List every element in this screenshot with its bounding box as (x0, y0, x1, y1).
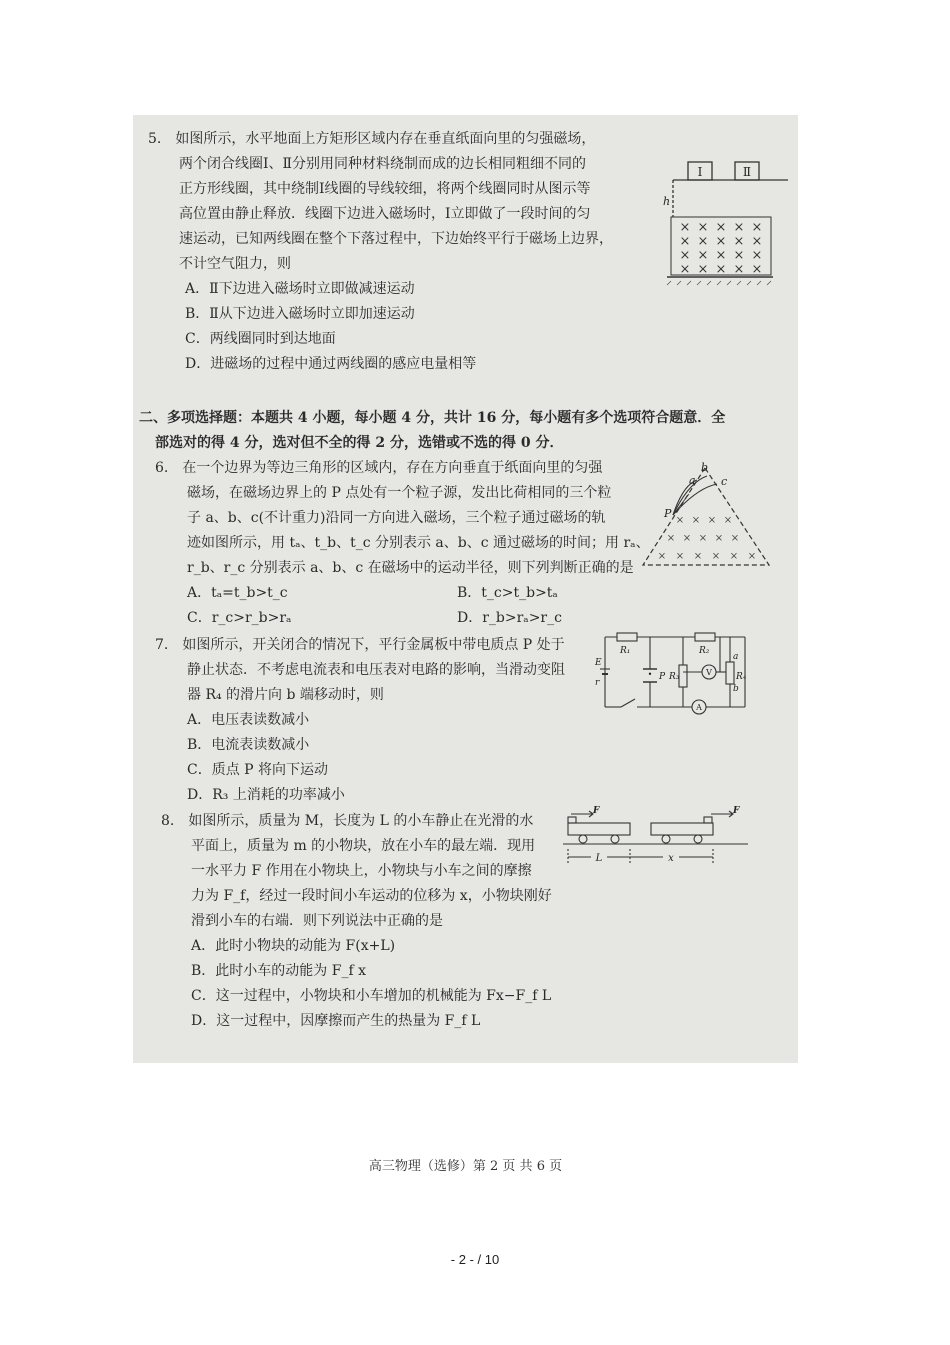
svg-text:×: × (675, 551, 685, 562)
point-p-label: P (659, 672, 666, 682)
q5-line: 不计空气阻力，则 (179, 256, 291, 272)
terminal-a-label: a (733, 652, 739, 662)
q5-line: 速运动，已知两线圈在整个下落过程中，下边始终平行于磁场上边界， (179, 231, 613, 247)
q8-line: 8. 如图所示，质量为 M，长度为 L 的小车静止在光滑的水 (161, 813, 534, 829)
svg-text:×: × (679, 234, 691, 249)
svg-text:×: × (733, 262, 745, 277)
q8-line: 力为 F_f，经过一段时间小车运动的位移为 x，小物块刚好 (191, 888, 552, 904)
q6-option-c: C．r_c>r_b>rₐ (187, 610, 292, 626)
q6-option-b: B．t_c>t_b>tₐ (457, 585, 558, 601)
svg-text:×: × (715, 234, 727, 249)
svg-text:×: × (730, 533, 740, 544)
force-f-label: F (733, 806, 740, 816)
ammeter-icon: A (696, 703, 702, 712)
svg-text:×: × (691, 515, 701, 526)
magnetic-field-marks (680, 220, 763, 277)
q8-option-d: D．这一过程中，因摩擦而产生的热量为 F_f L (191, 1013, 481, 1029)
q8-line: 一水平力 F 作用在小物块上，小物块与小车之间的摩擦 (191, 863, 532, 879)
q7-line: 静止状态．不考虑电流表和电压表对电路的影响，当滑动变阻 (187, 662, 565, 678)
q8-option-a: A．此时小物块的动能为 F(x+L) (191, 938, 396, 954)
coil-1-label: Ⅰ (697, 165, 703, 179)
length-l-label: L (595, 853, 603, 864)
svg-text:×: × (707, 515, 717, 526)
svg-text:×: × (679, 248, 691, 263)
svg-text:×: × (714, 533, 724, 544)
q6-figure (635, 460, 780, 575)
q7-line: 7. 如图所示，开关闭合的情况下，平行金属板中带电质点 P 处于 (155, 637, 565, 653)
svg-text:×: × (675, 515, 685, 526)
svg-text:×: × (729, 551, 739, 562)
q7-option-d: D．R₃ 上消耗的功率减小 (187, 787, 345, 803)
svg-text:×: × (666, 533, 676, 544)
svg-text:×: × (711, 551, 721, 562)
svg-text:×: × (733, 234, 745, 249)
q5-figure (653, 155, 793, 285)
svg-text:×: × (679, 262, 691, 277)
q7-option-a: A．电压表读数减小 (187, 712, 310, 728)
svg-text:×: × (682, 533, 692, 544)
q5-line: 5. 如图所示，水平地面上方矩形区域内存在垂直纸面向里的匀强磁场， (148, 131, 596, 147)
q8-option-b: B．此时小车的动能为 F_f x (191, 963, 366, 979)
coil-2-label: Ⅱ (742, 165, 752, 179)
q5-line: 高位置由静止释放．线圈下边进入磁场时，Ⅰ立即做了一段时间的匀 (179, 206, 591, 222)
r2-label: R₂ (699, 646, 710, 656)
svg-text:×: × (751, 234, 763, 249)
q8-figure (563, 805, 753, 875)
r4-label: R₄ (736, 672, 747, 682)
q6-line: 磁场，在磁场边界上的 P 点处有一个粒子源，发出比荷相同的三个粒 (187, 485, 612, 501)
q6-line: 迹如图所示，用 tₐ、t_b、t_c 分别表示 a、b、c 通过磁场的时间；用 rₐ、 (187, 535, 650, 551)
page-footer: 高三物理（选修）第 2 页 共 6 页 (368, 1159, 563, 1174)
q7-circuit-figure (595, 627, 765, 719)
svg-text:×: × (751, 262, 763, 277)
voltmeter-icon: V (706, 668, 712, 677)
q8-line: 滑到小车的右端．则下列说法中正确的是 (191, 913, 443, 929)
svg-text:×: × (679, 220, 691, 235)
magnetic-field-marks (658, 515, 756, 562)
q8-line: 平面上，质量为 m 的小物块，放在小车的最左端．现用 (191, 838, 536, 854)
svg-text:×: × (751, 248, 763, 263)
q5-line: 正方形线圈，其中绕制Ⅰ线圈的导线较细，将两个线圈同时从图示等 (179, 181, 591, 197)
q5-option-c: C．两线圈同时到达地面 (185, 331, 336, 347)
svg-text:×: × (697, 248, 709, 263)
height-label: h (663, 195, 671, 208)
q6-option-d: D．r_b>rₐ>r_c (457, 610, 562, 626)
svg-text:×: × (715, 220, 727, 235)
point-p-label: P (664, 507, 672, 520)
q6-option-a: A．tₐ=t_b>t_c (187, 585, 288, 601)
scanned-page (133, 115, 798, 1174)
q6-line: 6. 在一个边界为等边三角形的区域内，存在方向垂直于纸面向里的匀强 (155, 460, 603, 476)
section-2-line: 部选对的得 4 分，选对但不全的得 2 分，选错或不选的得 0 分． (155, 435, 564, 451)
svg-text:×: × (697, 262, 709, 277)
q5-option-b: B．Ⅱ从下边进入磁场时立即加速运动 (185, 306, 415, 322)
svg-text:×: × (693, 551, 703, 562)
svg-text:×: × (733, 248, 745, 263)
svg-text:×: × (723, 515, 733, 526)
track-b-label: b (701, 461, 709, 474)
svg-text:×: × (698, 533, 708, 544)
internal-resistance-label: r (595, 678, 600, 688)
q6-line: r_b、r_c 分别表示 a、b、c 在磁场中的运动半径，则下列判断正确的是 (187, 560, 634, 576)
svg-text:×: × (697, 220, 709, 235)
q6-line: 子 a、b、c(不计重力)沿同一方向进入磁场，三个粒子通过磁场的轨 (187, 510, 606, 526)
page-number: - 2 - / 10 (450, 1252, 500, 1267)
section-2-line: 二、多项选择题：本题共 4 小题，每小题 4 分，共计 16 分，每小题有多个选项符合题意．全 (139, 410, 726, 426)
q8-option-c: C．这一过程中，小物块和小车增加的机械能为 Fx−F_f L (191, 988, 552, 1004)
q5-option-a: A．Ⅱ下边进入磁场时立即做减速运动 (185, 281, 415, 297)
svg-text:×: × (715, 248, 727, 263)
r1-label: R₁ (620, 646, 631, 656)
svg-text:×: × (697, 234, 709, 249)
q5-line: 两个闭合线圈Ⅰ、Ⅱ分别用同种材料绕制而成的边长相同粗细不同的 (179, 156, 587, 172)
q7-option-b: B．电流表读数减小 (187, 737, 310, 753)
r3-label: R₃ (669, 672, 680, 682)
svg-text:×: × (715, 262, 727, 277)
track-a-label: a (689, 474, 696, 487)
svg-text:×: × (747, 551, 757, 562)
track-c-label: c (721, 475, 728, 488)
q7-line: 器 R₄ 的滑片向 b 端移动时，则 (187, 687, 384, 703)
emf-label: E (595, 658, 602, 668)
charged-particle-label: • (647, 670, 653, 679)
q5-option-d: D．进磁场的过程中通过两线圈的感应电量相等 (185, 356, 477, 372)
force-f-label: F (593, 806, 600, 816)
terminal-b-label: b (733, 684, 739, 694)
svg-text:×: × (751, 220, 763, 235)
displacement-x-label: x (668, 853, 674, 864)
svg-text:×: × (657, 551, 667, 562)
svg-text:×: × (733, 220, 745, 235)
q7-option-c: C．质点 P 将向下运动 (187, 762, 329, 778)
